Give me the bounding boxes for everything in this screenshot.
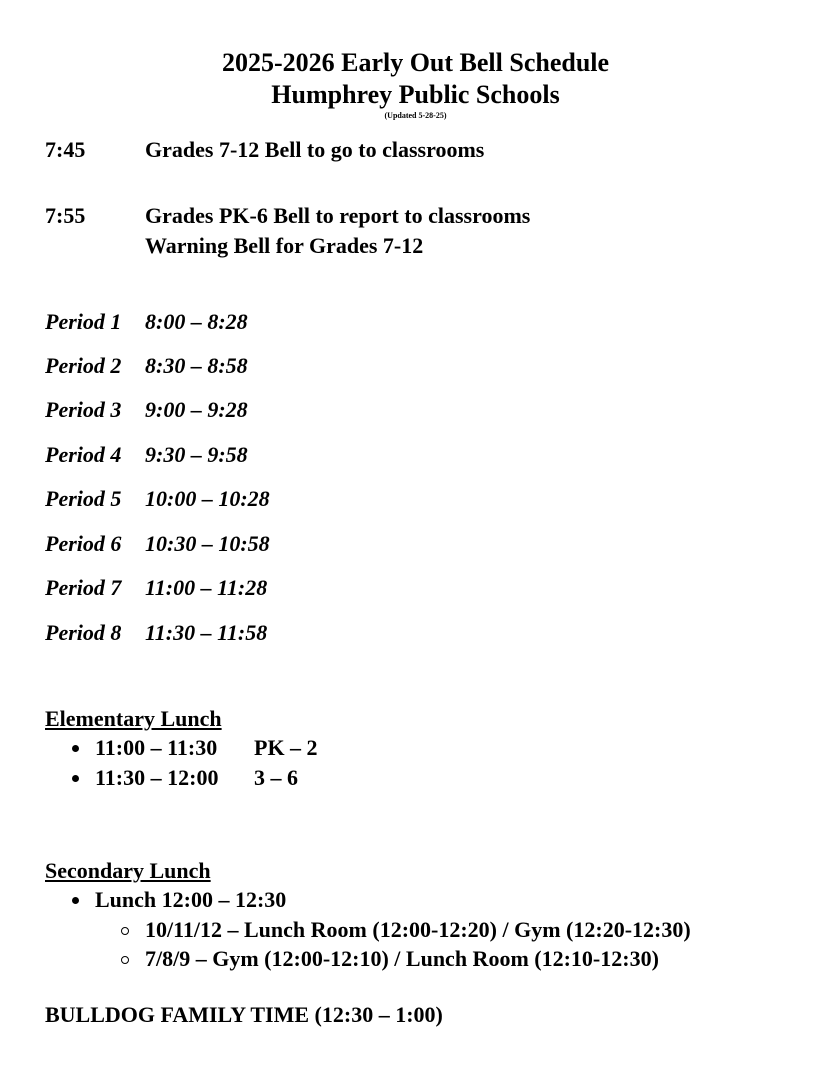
period-time: 10:30 – 10:58 — [145, 531, 270, 556]
period-time: 9:00 – 9:28 — [145, 397, 248, 422]
period-label: Period 5 — [45, 486, 122, 511]
period-time: 9:30 – 9:58 — [145, 442, 248, 467]
period-time: 11:30 – 11:58 — [145, 620, 268, 645]
lunch-sub-item: 7/8/9 – Gym (12:00-12:10) / Lunch Room (12:10-12:30) — [145, 946, 659, 971]
bullet-icon — [72, 897, 79, 904]
lunch-sub-item: 10/11/12 – Lunch Room (12:00-12:20) / Gym (12:20-12:30) — [145, 917, 691, 942]
secondary-lunch-heading: Secondary Lunch — [45, 858, 211, 883]
period-time: 11:00 – 11:28 — [145, 575, 268, 600]
school-name: Humphrey Public Schools — [271, 80, 560, 109]
elementary-lunch-heading: Elementary Lunch — [45, 706, 222, 731]
lunch-item: Lunch 12:00 – 12:30 — [95, 887, 287, 912]
lunch-time: 11:30 – 12:00 — [95, 765, 219, 790]
period-time: 8:30 – 8:58 — [145, 353, 248, 378]
bell-time: 7:45 — [45, 137, 86, 162]
circle-bullet-icon — [121, 927, 129, 935]
page-title: 2025-2026 Early Out Bell Schedule — [221, 48, 610, 77]
bullet-icon — [72, 745, 79, 752]
bell-description: Grades PK-6 Bell to report to classrooms — [145, 203, 531, 228]
period-time: 10:00 – 10:28 — [145, 486, 270, 511]
period-label: Period 6 — [45, 531, 122, 556]
lunch-grades: PK – 2 — [254, 735, 318, 760]
family-time: BULLDOG FAMILY TIME (12:30 – 1:00) — [45, 1002, 443, 1027]
period-label: Period 3 — [45, 397, 122, 422]
bullet-icon — [72, 775, 79, 782]
updated-note: (Updated 5-28-25) — [384, 111, 447, 120]
period-time: 8:00 – 8:28 — [145, 309, 248, 334]
period-label: Period 8 — [45, 620, 122, 645]
bell-description: Grades 7-12 Bell to go to classrooms — [145, 137, 485, 162]
bell-description: Warning Bell for Grades 7-12 — [145, 233, 424, 258]
period-label: Period 1 — [45, 309, 122, 334]
lunch-grades: 3 – 6 — [254, 765, 298, 790]
period-label: Period 2 — [45, 353, 122, 378]
circle-bullet-icon — [121, 956, 129, 964]
period-label: Period 7 — [45, 575, 122, 600]
bell-time: 7:55 — [45, 203, 86, 228]
lunch-time: 11:00 – 11:30 — [95, 735, 218, 760]
period-label: Period 4 — [45, 442, 122, 467]
